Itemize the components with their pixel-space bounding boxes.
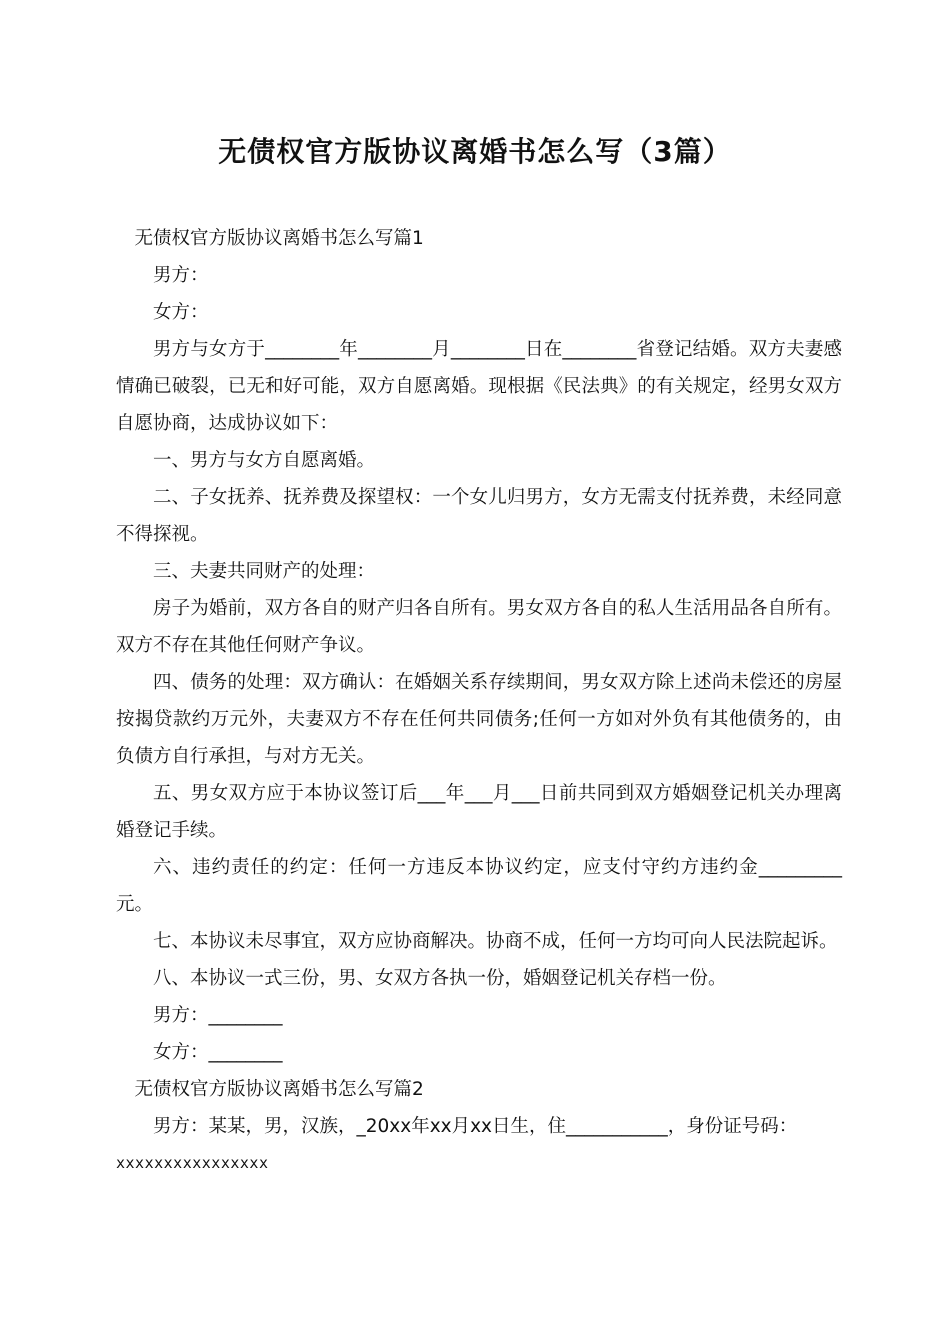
clause-6: 六、违约责任的约定：任何一方违反本协议约定，应支付守约方违约金_________元。: [116, 857, 842, 915]
id-number-placeholder: xxxxxxxxxxxxxxxx: [116, 1154, 269, 1172]
paragraph-marriage-registration: 男方与女方于________年________月________日在________省登记结婚。双方夫妻感情确已破裂，已无和好可能，双方自愿离婚。现根据《民法典》的有关规定，经男女双方自愿协商，达成协议如下：: [116, 339, 842, 434]
clause-3: 三、夫妻共同财产的处理：: [153, 561, 376, 582]
section-heading-2: 无债权官方版协议离婚书怎么写篇2: [134, 1079, 424, 1100]
signature-female: 女方：________: [153, 1042, 283, 1063]
clause-1: 一、男方与女方自愿离婚。: [153, 450, 376, 471]
document-title: 无债权官方版协议离婚书怎么写（3篇）: [218, 135, 732, 168]
clause-7: 七、本协议未尽事宜，双方应协商解决。协商不成，任何一方均可向人民法院起诉。: [153, 931, 838, 952]
paragraph-female-party: 女方：: [153, 302, 209, 323]
clause-2: 二、子女抚养、抚养费及探望权：一个女儿归男方，女方无需支付抚养费，未经同意不得探视。: [116, 487, 842, 545]
clause-5: 五、男女双方应于本协议签订后___年___月___日前共同到双方婚姻登记机关办理离婚登记手续。: [116, 783, 842, 841]
signature-male: 男方：________: [153, 1005, 283, 1026]
paragraph-male-party: 男方：: [153, 265, 209, 286]
document-body: [116, 220, 842, 1182]
section-heading-1: 无债权官方版协议离婚书怎么写篇1: [134, 228, 424, 249]
clause-8: 八、本协议一式三份，男、女双方各执一份，婚姻登记机关存档一份。: [153, 968, 727, 989]
paragraph-male-details: 男方：某某，男，汉族，_20xx年xx月xx日生，住___________，身份证号码：: [153, 1116, 798, 1137]
clause-3-detail: 房子为婚前，双方各自的财产归各自所有。男女双方各自的私人生活用品各自所有。双方不存在其他任何财产争议。: [116, 598, 842, 656]
clause-4: 四、债务的处理：双方确认：在婚姻关系存续期间，男女双方除上述尚未偿还的房屋按揭贷款约万元外，夫妻双方不存在任何共同债务;任何一方如对外负有其他债务的，由负债方自行承担，与对方无关。: [116, 672, 842, 767]
